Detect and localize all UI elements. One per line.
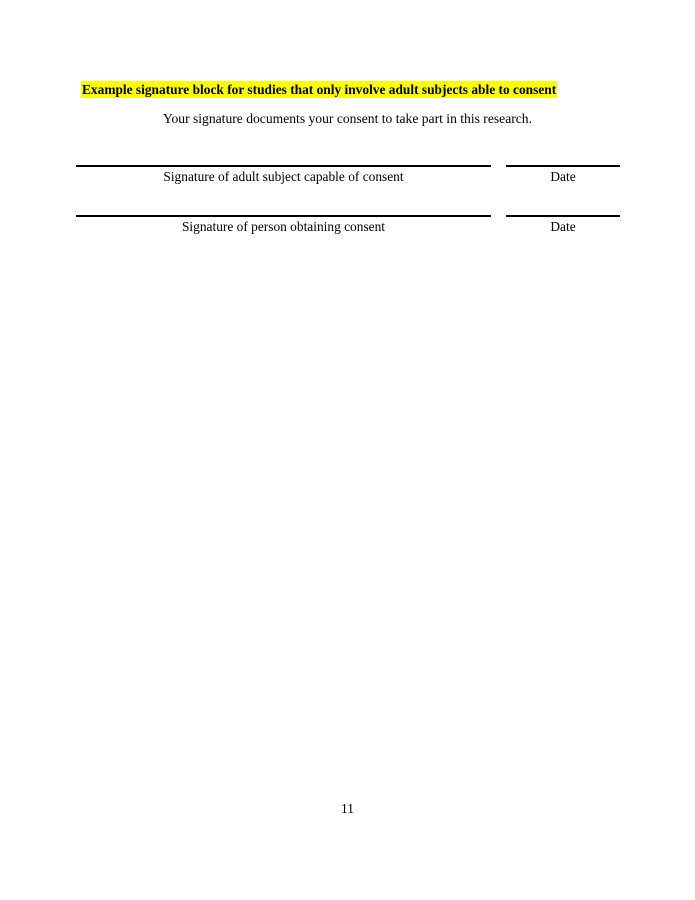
intro-text — [0, 110, 695, 127]
signature-row-adult-subject — [0, 165, 695, 195]
signature-label: Signature of person obtaining consent — [181, 219, 386, 234]
date-line — [506, 215, 620, 217]
signature-line — [76, 165, 491, 167]
date-label: Date — [550, 169, 576, 184]
intro-sentence: Your signature documents your consent to take part in this research. — [163, 111, 532, 126]
signature-line — [76, 215, 491, 217]
date-line — [506, 165, 620, 167]
date-label: Date — [550, 219, 576, 234]
signature-label: Signature of adult subject capable of consent — [163, 169, 404, 184]
section-heading: Example signature block for studies that only involve adult subjects able to consent — [82, 82, 557, 97]
signature-row-person-obtaining-consent — [0, 215, 695, 245]
page-number: 11 — [341, 801, 354, 816]
